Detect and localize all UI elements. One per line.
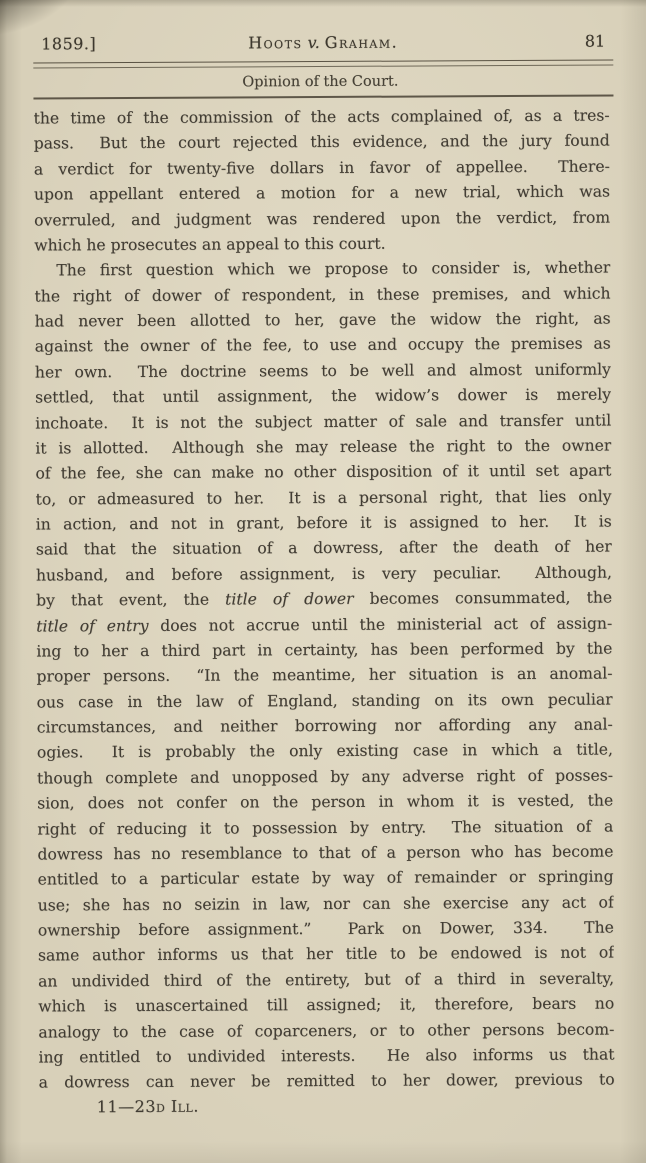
text-line: use; she has no seizin in law, nor can she exercise any act of xyxy=(37,893,614,915)
text-line: same author informs us that her title to be endowed is not of xyxy=(37,943,615,965)
text-line: against the owner of the fee, to use and occupy the premises as xyxy=(34,334,611,356)
text-line: right of reducing it to possession by entry. The situation of a xyxy=(37,816,614,838)
text-line: proper persons. “In the meantime, her situation is an anomal- xyxy=(36,664,613,686)
volume-signature: 11—23d Ill. xyxy=(96,1096,199,1116)
text-line: overruled, and judgment was rendered upon the verdict, from xyxy=(34,207,611,230)
text-line: a dowress can never be remitted to her dower, previous to xyxy=(38,1070,615,1092)
text-line: The first question which we propose to consider is, whether xyxy=(56,258,611,280)
case-name-second-party: Graham. xyxy=(324,32,399,52)
case-name-first-party: Hoots xyxy=(248,33,303,53)
case-title xyxy=(131,32,515,53)
text-line: a verdict for twenty-five dollars in favor of appellee. There- xyxy=(33,157,610,179)
text-line: of the fee, she can make no other disposition of it until set apart xyxy=(35,461,612,483)
text-line: which is unascertained till assigned; it, therefore, bears no xyxy=(38,994,615,1016)
text-line: pass. But the court rejected this evidence, and the jury found xyxy=(33,131,610,153)
text-line: settled, that until assignment, the widow’s dower is merely xyxy=(34,385,612,407)
text-line: title of entry does not accrue until the ministerial act of assign- xyxy=(36,613,613,636)
text-line: which he prosecutes an appeal to this court. xyxy=(34,234,386,255)
text-line: said that the situation of a dowress, after the death of her xyxy=(35,537,612,559)
case-versus: v. xyxy=(307,33,320,53)
text-line: the time of the commission of the acts complained of, as a tres- xyxy=(33,106,610,128)
text-line: ownership before assignment.” Park on Dower, 334. The xyxy=(37,918,614,940)
header-year: 1859.] xyxy=(41,34,97,54)
text-line: ogies. It is probably the only existing case in which a title, xyxy=(36,740,613,762)
text-line: the right of dower of respondent, in these premises, and which xyxy=(34,284,611,306)
text-line: ous case in the law of England, standing on its own peculiar xyxy=(36,690,613,712)
text-line: to, or admeasured to her. It is a personal right, that lies only xyxy=(35,487,612,509)
page-header xyxy=(0,0,643,54)
text-line: an undivided third of the entirety, but of a third in severalty, xyxy=(38,969,615,991)
text-line: dowress has no resemblance to that of a person who has become xyxy=(37,842,614,864)
opinion-body xyxy=(34,103,615,1096)
text-line: had never been allotted to her, gave the widow the right, as xyxy=(34,309,611,331)
text-line: though complete and unopposed by any adverse right of posses- xyxy=(36,766,614,788)
text-line: entitled to a particular estate by way of remainder or springing xyxy=(37,867,614,889)
text-line: her own. The doctrine seems to be well and almost uniformly xyxy=(34,360,611,382)
text-line: in action, and not in grant, before it is assigned to her. It is xyxy=(35,512,612,534)
running-head: Opinion of the Court. xyxy=(242,73,399,91)
text-line: analogy to the case of coparceners, or to other persons becom- xyxy=(38,1019,615,1041)
text-line: by that event, the title of dower becomes consummated, the xyxy=(36,588,613,610)
text-line: upon appellant entered a motion for a new trial, which was xyxy=(33,182,611,204)
text-line: ing to her a third part in certainty, has been performed by the xyxy=(36,639,613,661)
text-line: sion, does not confer on the person in whom it is vested, the xyxy=(37,791,614,813)
text-line: ing entitled to undivided interests. He also informs us that xyxy=(38,1045,615,1067)
text-line: it is allotted. Although she may release the right to the owner xyxy=(35,436,612,458)
page-number: 81 xyxy=(584,31,606,51)
text-line: inchoate. It is not the subject matter of sale and transfer until xyxy=(35,410,612,433)
text-line: circumstances, and neither borrowing nor affording any anal- xyxy=(36,715,613,737)
text-line: husband, and before assignment, is very peculiar. Although, xyxy=(35,563,613,585)
